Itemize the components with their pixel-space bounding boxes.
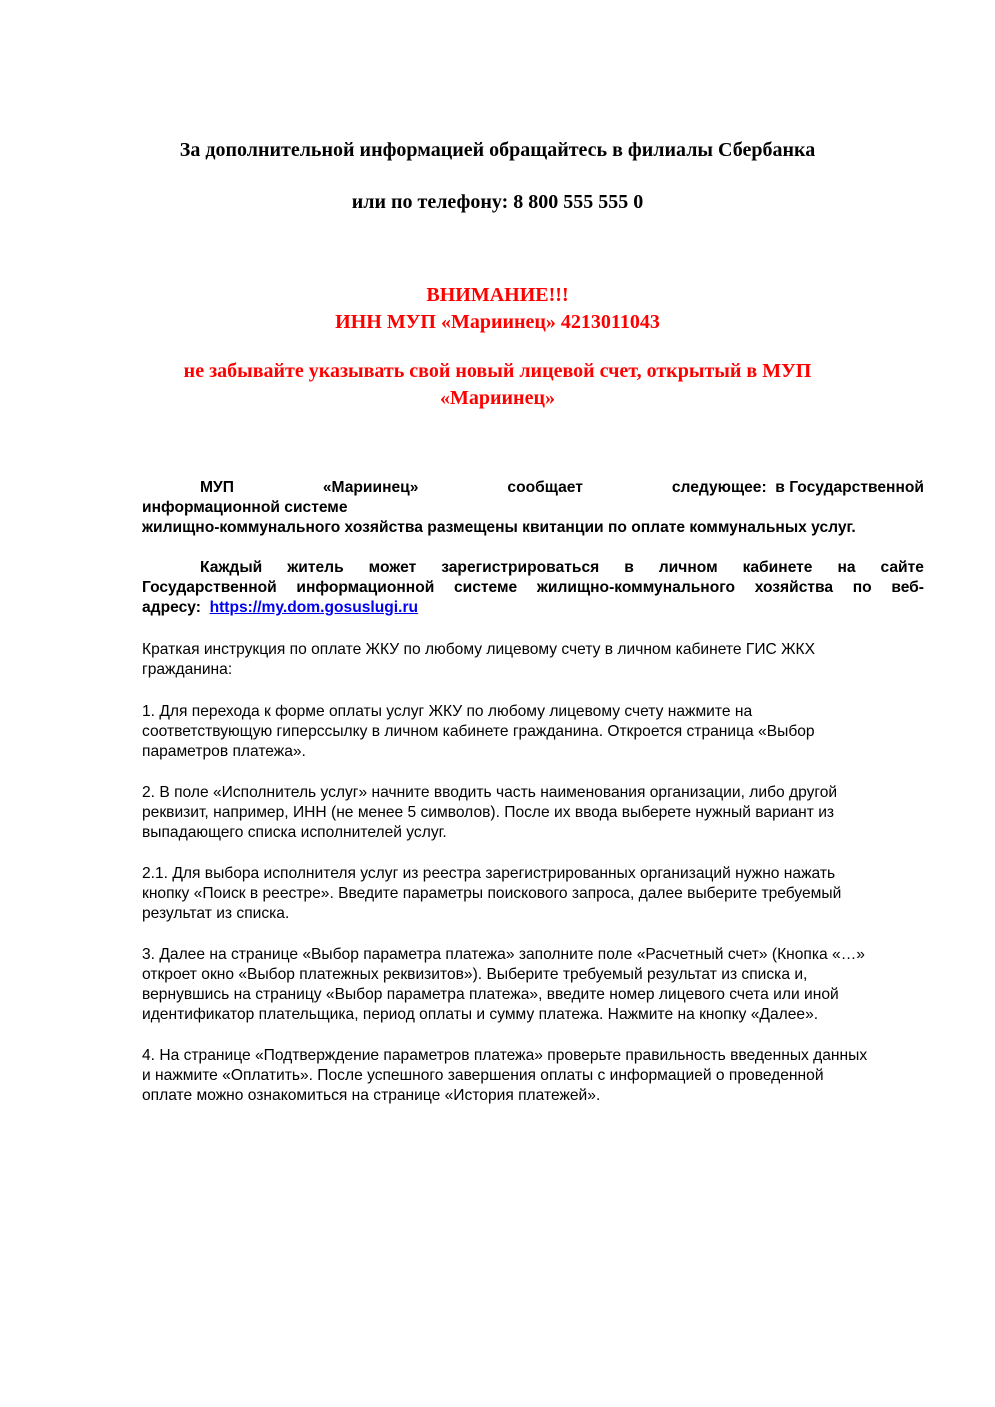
inn-line: ИНН МУП «Мариинец» 4213011043 xyxy=(335,311,660,333)
notice-paragraph-2 xyxy=(142,558,924,618)
notice-word: сообщает xyxy=(507,479,583,496)
instruction-step-3 xyxy=(142,945,924,1025)
notice-word: МУП xyxy=(200,479,234,496)
address-label: адресу: xyxy=(142,599,201,616)
step-line: оплате можно ознакомиться на странице «История платежей». xyxy=(142,1087,601,1104)
notice-word: в xyxy=(624,559,634,576)
notice-line1 xyxy=(142,478,924,498)
step-line: 3. Далее на странице «Выбор параметра платежа» заполните поле «Расчетный счет» (Кнопка «…» xyxy=(142,946,865,963)
step-line: 2.1. Для выбора исполнителя услуг из реестра зарегистрированных организаций нужно нажать xyxy=(142,865,836,882)
step-line: реквизит, например, ИНН (не менее 5 символов). После их ввода выберете нужный вариант из xyxy=(142,804,835,821)
step-line: выпадающего списка исполнителей услуг. xyxy=(142,824,447,841)
attention-title: ВНИМАНИЕ!!! xyxy=(426,284,569,306)
intro-line: Краткая инструкция по оплате ЖКУ по любому лицевому счету в личном кабинете ГИС ЖКХ xyxy=(142,641,815,658)
instruction-step-1 xyxy=(142,702,924,762)
step-line: 4. На странице «Подтверждение параметров платежа» проверьте правильность введенных данных xyxy=(142,1047,868,1064)
step-line: и нажмите «Оплатить». После успешного завершения оплаты с информацией о проведенной xyxy=(142,1067,824,1084)
notice-word: может xyxy=(368,559,417,576)
instruction-step-2 xyxy=(142,783,924,843)
reminder-line2: «Мариинец» xyxy=(440,387,555,409)
notice-word: зарегистрироваться xyxy=(441,559,600,576)
step-line: идентификатор плательщика, период оплаты и сумму платежа. Нажмите на кнопку «Далее». xyxy=(142,1006,819,1023)
instructions-intro xyxy=(142,640,924,680)
intro-line: гражданина: xyxy=(142,661,233,678)
notice-word: личном xyxy=(658,559,718,576)
notice-p2-line3 xyxy=(142,598,924,618)
step-line: 2. В поле «Исполнитель услуг» начните вводить часть наименования организации, либо другой xyxy=(142,784,838,801)
gosuslugi-link[interactable]: https://my.dom.gosuslugi.ru xyxy=(209,599,419,616)
notice-word: житель xyxy=(287,559,344,576)
notice-paragraph-1 xyxy=(142,478,924,538)
step-line: параметров платежа». xyxy=(142,743,306,760)
reminder-line1: не забывайте указывать свой новый лицевой счет, открытый в МУП xyxy=(183,360,812,382)
notice-word: на xyxy=(837,559,856,576)
notice-word: следующее: в Государственной xyxy=(671,479,924,496)
notice-line3: жилищно-коммунального хозяйства размещены квитанции по оплате коммунальных услуг. xyxy=(142,519,856,536)
step-line: результат из списка. xyxy=(142,905,290,922)
step-line: 1. Для перехода к форме оплаты услуг ЖКУ по любому лицевому счету нажмите на xyxy=(142,703,753,720)
notice-p2-line1 xyxy=(142,558,924,578)
notice-p2-line2: Государственной информационной системе жилищно-коммунального хозяйства по веб- xyxy=(142,579,924,596)
instruction-step-4 xyxy=(142,1046,924,1106)
notice-word: кабинете xyxy=(742,559,813,576)
step-line: откроет окно «Выбор платежных реквизитов»). Выберите требуемый результат из списка и, xyxy=(142,966,808,983)
notice-word: сайте xyxy=(880,559,924,576)
contact-heading-line2: или по телефону: 8 800 555 555 0 xyxy=(351,191,644,213)
step-line: соответствующую гиперссылку в личном кабинете гражданина. Откроется страница «Выбор xyxy=(142,723,815,740)
notice-line2: информационной системе xyxy=(142,499,348,516)
step-line: кнопку «Поиск в реестре». Введите параметры поискового запроса, далее выберите требуемый xyxy=(142,885,842,902)
step-line: вернувшись на страницу «Выбор параметра платежа», введите номер лицевого счета или иной xyxy=(142,986,839,1003)
notice-word: «Мариинец» xyxy=(322,479,419,496)
notice-word: Каждый xyxy=(200,559,263,576)
instruction-step-2-1 xyxy=(142,864,924,924)
contact-heading-line1: За дополнительной информацией обращайтесь в филиалы Сбербанка xyxy=(179,139,816,161)
